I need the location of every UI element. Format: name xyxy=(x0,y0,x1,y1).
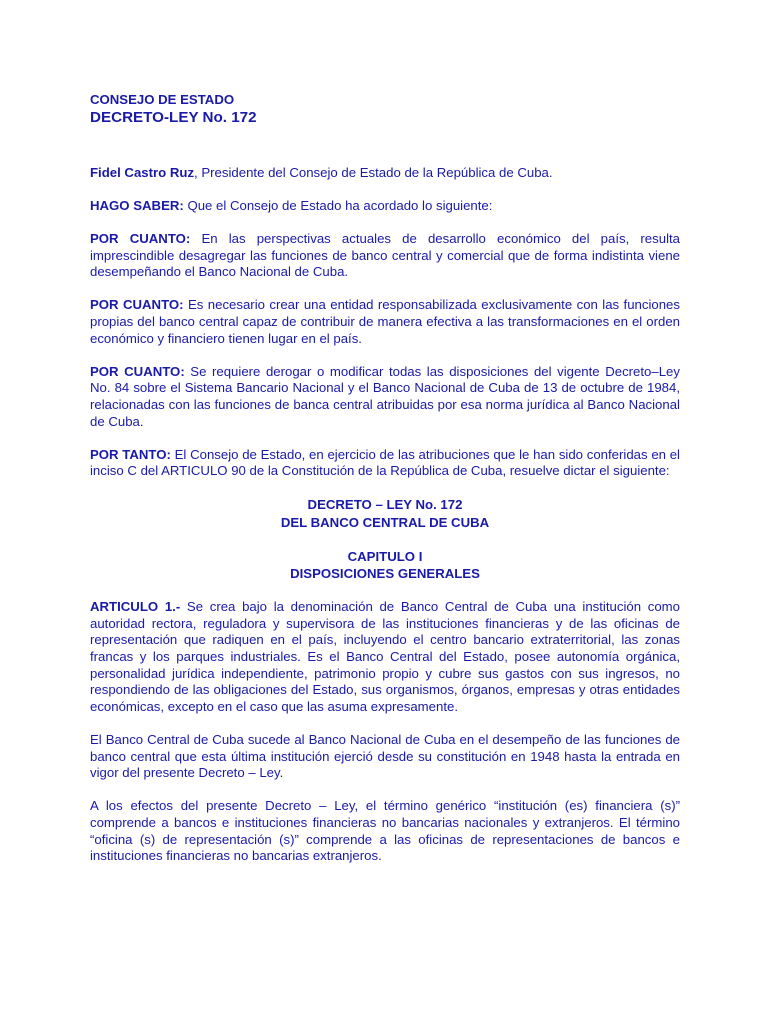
hago-saber-paragraph xyxy=(90,198,680,215)
articulo-1-lead: ARTICULO 1.- xyxy=(90,599,181,615)
decree-title-block xyxy=(90,496,680,531)
por-cuanto-3-text: Se requiere derogar o modificar todas las disposiciones del vigente Decreto–Ley No. 84 sobre el Sistema Bancario Nacional y el Banco Nacional de Cuba de 13 de octubre de 1984, relacionadas con las funciones de banca central atribuidas por esa norma jurídica al Banco Nacional de Cuba. xyxy=(90,363,680,429)
intro-paragraph xyxy=(90,165,680,182)
por-cuanto-2-paragraph xyxy=(90,297,680,347)
chapter-title: DISPOSICIONES GENERALES xyxy=(290,566,480,582)
chapter-number: CAPITULO I xyxy=(347,548,423,564)
council-heading: CONSEJO DE ESTADO xyxy=(90,92,235,107)
articulo-1-paragraph xyxy=(90,599,680,715)
chapter-title-block xyxy=(90,548,680,583)
articulo-1-text: Se crea bajo la denominación de Banco Central de Cuba una institución como autoridad rectora, reguladora y supervisora de las instituciones financieras y de las oficinas de representación que radiquen en el país, incluyendo el centro bancario extraterritorial, las zonas francas y los parques industriales. Es el Banco Central del Estado, posee autonomía orgánica, personalidad jurídica independiente, patrimonio propio y cubre sus gastos con sus ingresos, no respondiendo de las obligaciones del Estado, sus organismos, órganos, empresas y otras entidades económicas, excepto en el caso que las asuma expresamente. xyxy=(90,599,680,714)
por-cuanto-1-lead: POR CUANTO: xyxy=(90,230,191,246)
decree-heading: DECRETO-LEY No. 172 xyxy=(90,108,257,126)
por-cuanto-3-lead: POR CUANTO: xyxy=(90,363,185,379)
por-tanto-lead: POR TANTO: xyxy=(90,446,171,462)
por-cuanto-3-paragraph xyxy=(90,364,680,430)
decree-title-line-2: DEL BANCO CENTRAL DE CUBA xyxy=(280,514,490,530)
por-cuanto-2-lead: POR CUANTO: xyxy=(90,297,184,313)
efectos-paragraph: A los efectos del presente Decreto – Ley, el término genérico “institución (es) financiera (s)” comprende a bancos e instituciones financieras no bancarias nacionales y extranjeros. El término “oficina (s) de representación (s)” comprende a las oficinas de representaciones de bancos e instituciones financieras no bancarias extranjeros. xyxy=(90,798,680,864)
intro-text: , Presidente del Consejo de Estado de la República de Cuba. xyxy=(194,164,553,180)
president-name: Fidel Castro Ruz xyxy=(90,164,195,180)
document-page xyxy=(90,92,680,881)
decree-title-line-1: DECRETO – LEY No. 172 xyxy=(307,497,463,513)
por-cuanto-1-text: En las perspectivas actuales de desarrollo económico del país, resulta imprescindible desagregar las funciones de banco central y comercial que de forma indistinta viene desempeñando el Banco Nacional de Cuba. xyxy=(90,230,680,280)
hago-saber-text: Que el Consejo de Estado ha acordado lo siguiente: xyxy=(183,197,493,213)
por-tanto-paragraph xyxy=(90,447,680,480)
sucede-paragraph: El Banco Central de Cuba sucede al Banco Nacional de Cuba en el desempeño de las funciones de banco central que esta última institución ejerció desde su constitución en 1948 hasta la entrada en vigor del presente Decreto – Ley. xyxy=(90,732,680,781)
por-tanto-text: El Consejo de Estado, en ejercicio de las atribuciones que le han sido conferidas en el inciso C del ARTICULO 90 de la Constitución de la República de Cuba, resuelve dictar el siguiente: xyxy=(90,446,680,479)
por-cuanto-2-text: Es necesario crear una entidad responsabilizada exclusivamente con las funciones propias del banco central capaz de contribuir de manera efectiva a las transformaciones en el orden económico y financiero tienen lugar en el país. xyxy=(90,297,680,346)
hago-saber-lead: HAGO SABER: xyxy=(90,197,184,213)
por-cuanto-1-paragraph xyxy=(90,231,680,281)
